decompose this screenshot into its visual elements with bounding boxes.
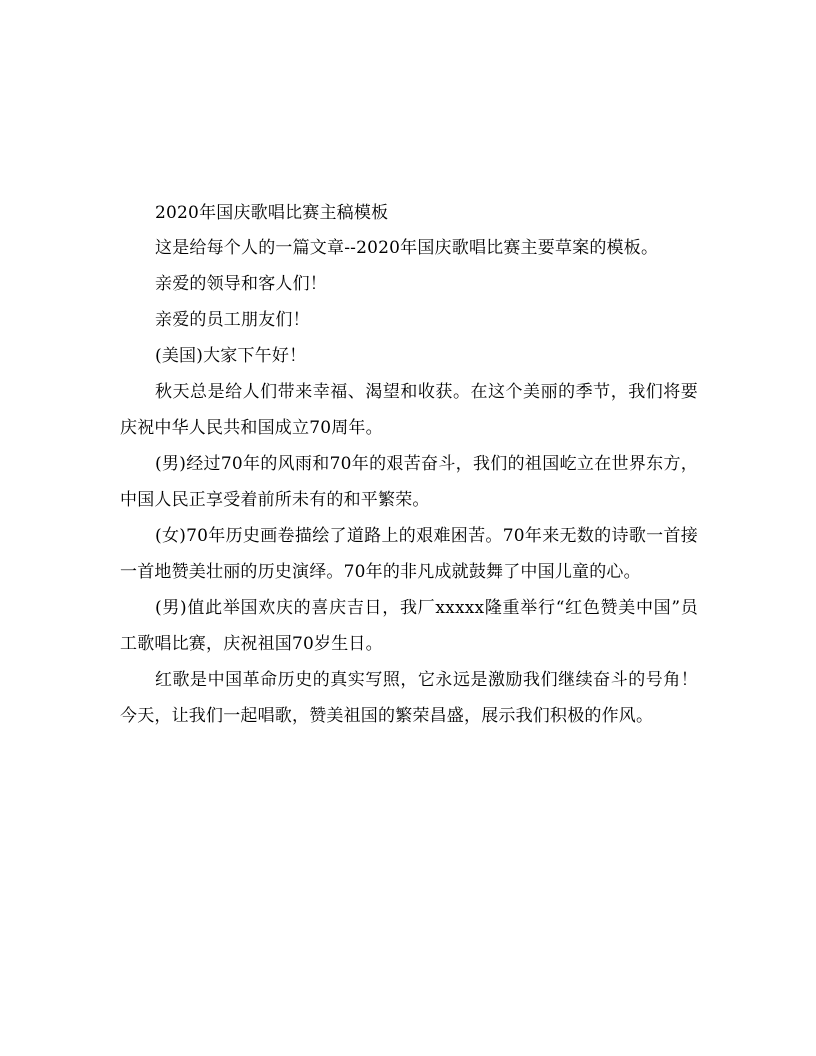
body-paragraph-male-2: (男)值此举国欢庆的喜庆吉日，我厂xxxxx隆重举行“红色赞美中国”员工歌唱比赛，庆祝祖国70岁生日。	[120, 598, 698, 654]
body-paragraph-red-songs: 红歌是中国革命历史的真实写照，它永远是激励我们继续奋斗的号角！今天，让我们一起唱歌，赞美祖国的繁荣昌盛，展示我们积极的作风。	[120, 670, 698, 726]
body-paragraph-autumn: 秋天总是给人们带来幸福、渴望和收获。在这个美丽的季节，我们将要庆祝中华人民共和国成立70周年。	[120, 382, 698, 438]
body-paragraph-male-1: (男)经过70年的风雨和70年的艰苦奋斗，我们的祖国屹立在世界东方，中国人民正享受着前所未有的和平繁荣。	[120, 454, 698, 510]
intro-paragraph: 这是给每个人的一篇文章--2020年国庆歌唱比赛主要草案的模板。	[155, 238, 659, 258]
greeting-afternoon: (美国)大家下午好！	[155, 346, 307, 366]
greeting-leaders: 亲爱的领导和客人们！	[155, 274, 327, 294]
document-title: 2020年国庆歌唱比赛主稿模板	[155, 203, 389, 223]
body-paragraph-female: (女)70年历史画卷描绘了道路上的艰难困苦。70年来无数的诗歌一首接一首地赞美壮丽的历史演绎。70年的非凡成就鼓舞了中国儿童的心。	[120, 526, 698, 582]
document-page	[120, 196, 698, 734]
greeting-staff: 亲爱的员工朋友们！	[155, 310, 310, 330]
